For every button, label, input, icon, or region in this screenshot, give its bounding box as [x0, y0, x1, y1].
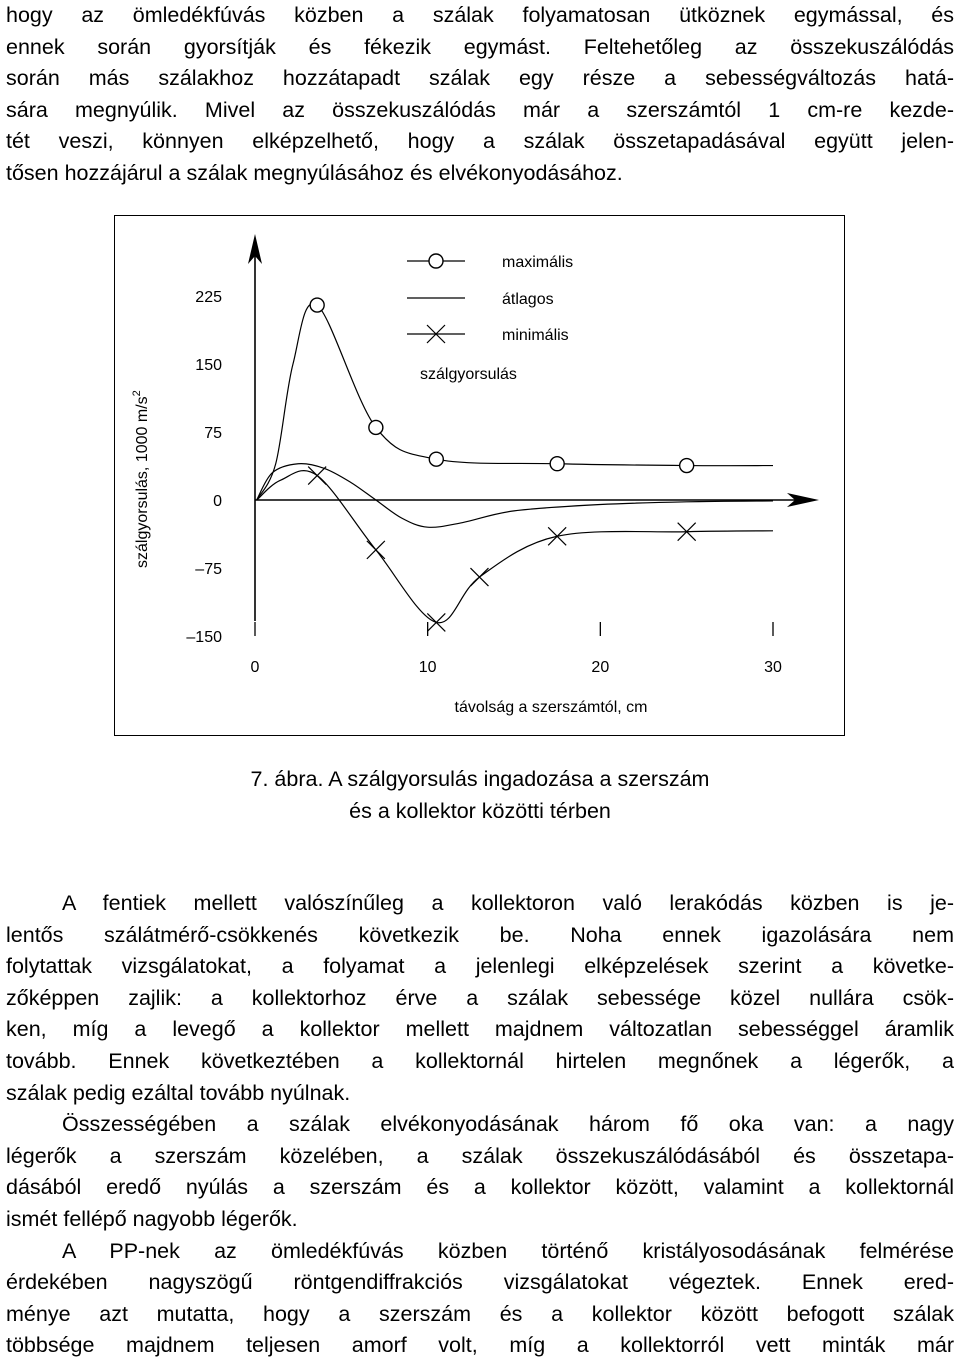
legend-label: maximális — [502, 254, 574, 271]
series-line-3 — [257, 471, 773, 623]
legend-title: szálgyorsulás — [420, 366, 517, 383]
paragraph-top — [6, 0, 954, 190]
text-line: légerők a szerszám közelében, a szálak összekuszálódásából és összetapa- — [6, 1143, 954, 1168]
text-line: zőképpen zajlik: a kollektorhoz érve a szálak sebessége közel nullára csök- — [6, 985, 954, 1010]
text-line: tét veszi, könnyen elképzelhető, hogy a szálak összetapadásával együtt jelen- — [6, 129, 954, 154]
series-line-2 — [257, 464, 773, 528]
text-line: folytattak vizsgálatokat, a folyamat a jelenlegi elképzelések szerint a követke- — [6, 954, 954, 979]
y-tick-label: 150 — [195, 357, 222, 374]
x-tick-label: 10 — [418, 659, 437, 676]
text-line: sára megnyúlik. Mivel az összekuszálódás már a szerszámtól 1 cm-re kezde- — [6, 97, 954, 122]
y-axis-label-superscript: 2 — [131, 390, 143, 397]
figure-caption-line2: és a kollektor közötti térben — [349, 799, 611, 823]
legend-label: minimális — [502, 327, 569, 344]
y-tick-label: 0 — [213, 493, 222, 510]
text-line: ennek során gyorsítják és fékezik egymást. Feltehetőleg az összekuszálódás — [6, 34, 954, 59]
paragraph-bottom — [6, 888, 954, 1362]
data-point-max — [550, 457, 564, 471]
x-tick-label: 0 — [250, 659, 260, 676]
data-point-min — [367, 541, 385, 559]
text-line: tovább. Ennek következtében a kollektornál hirtelen megnőnek a légerők, a — [6, 1048, 954, 1073]
y-tick-label: –150 — [186, 629, 222, 646]
y-tick-label: 75 — [204, 425, 222, 442]
data-point-min — [548, 527, 566, 545]
text-line: Összességében a szálak elvékonyodásának három fő oka van: a nagy — [62, 1112, 954, 1137]
text-line: hogy az ömledékfúvás közben a szálak folyamatosan ütköznek egymással, és — [6, 3, 954, 27]
data-point-max — [310, 298, 324, 312]
x-axis-label: távolság a szerszámtól, cm — [454, 699, 648, 716]
text-line: szálak pedig ezáltal tovább nyúlnak. — [6, 1080, 351, 1105]
data-point-max — [429, 452, 443, 466]
text-line: során más szálakhoz hozzátapadt szálak egy része a sebességváltozás hatá- — [6, 66, 954, 91]
x-tick-label: 30 — [764, 659, 782, 676]
legend-marker-circle — [429, 254, 443, 268]
figure-7 — [114, 215, 845, 736]
text-line: érdekében nagyszögű röntgendiffrakciós vizsgálatokat végeztek. Ennek ered- — [6, 1270, 954, 1295]
data-point-max — [680, 459, 694, 473]
data-point-min — [470, 568, 488, 586]
text-line: dásából eredő nyúlás a szerszám és a kollektor között, valamint a kollektornál — [6, 1175, 954, 1200]
legend-label: átlagos — [502, 291, 554, 308]
text-line: ménye azt mutatta, hogy a szerszám és a kollektor között befogott szálak — [6, 1301, 954, 1326]
text-line: ismét fellépő nagyobb légerők. — [6, 1206, 298, 1231]
text-line: tősen hozzájárul a szálak megnyúlásához és elvékonyodásához. — [6, 160, 623, 185]
text-line: többsége majdnem teljesen amorf volt, míg a kollektorról vett minták már — [6, 1333, 954, 1358]
data-point-max — [369, 420, 383, 434]
acceleration-chart — [115, 216, 844, 735]
y-tick-label: –75 — [195, 561, 222, 578]
text-line: lentős szálátmérő-csökkenés következik be. Noha ennek igazolására nem — [6, 922, 954, 947]
text-line: A PP-nek az ömledékfúvás közben történő kristályosodásának felmérése — [62, 1238, 954, 1263]
figure-caption-line1: 7. ábra. A szálgyorsulás ingadozása a szerszám — [250, 767, 710, 791]
y-axis-label: szálgyorsulás, 1000 $m/s^2$ — [131, 390, 151, 568]
y-tick-label: 225 — [195, 289, 222, 306]
data-point-min — [308, 467, 326, 485]
text-line: A fentiek mellett valószínűleg a kollektoron való lerakódás közben is je- — [62, 891, 954, 915]
text-line: ken, míg a levegő a kollektor mellett majdnem változatlan sebességgel áramlik — [6, 1017, 954, 1042]
x-tick-label: 20 — [591, 659, 610, 676]
